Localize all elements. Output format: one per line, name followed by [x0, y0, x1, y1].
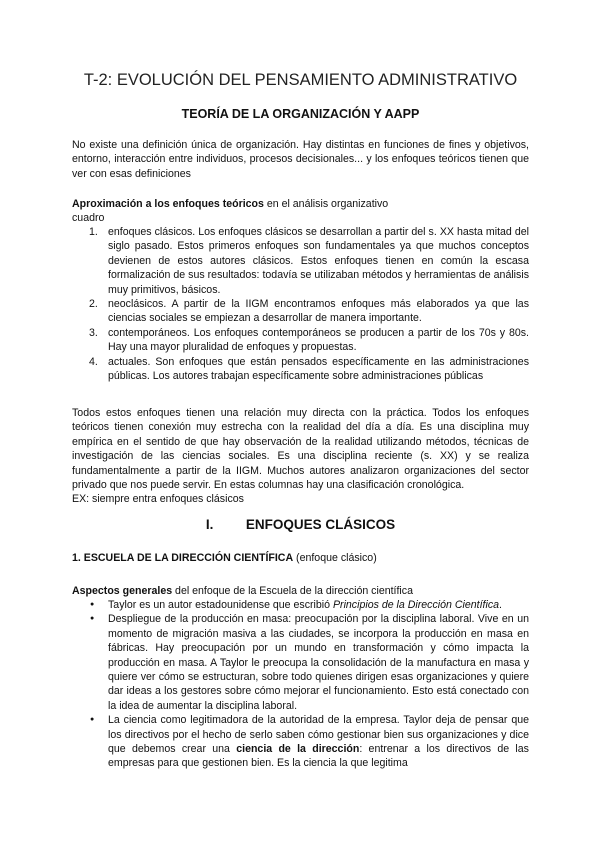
approach-list: [72, 225, 529, 383]
bullet-text: Taylor es un autor estadounidense que escribió: [108, 599, 333, 611]
list-item: [72, 225, 529, 297]
exam-note: EX: siempre entra enfoques clásicos: [72, 493, 244, 505]
approach-rest: en el análisis organizativo: [263, 198, 389, 210]
list-item: [72, 297, 529, 326]
bullet-item: [72, 598, 529, 612]
list-text: actuales. Son enfoques que están pensados específicamente en las administraciones públicas. Los autores trabajan específicamente sobre administraciones públicas: [108, 355, 529, 383]
section-number: I.: [205, 517, 214, 532]
school-heading: [72, 551, 529, 565]
list-number: 3.: [89, 326, 98, 339]
bullet-icon: ●: [90, 601, 95, 608]
list-number: 4.: [89, 355, 98, 368]
bullet-item: [72, 612, 529, 713]
aspects-heading: [72, 584, 529, 598]
list-text: enfoques clásicos. Los enfoques clásicos se desarrollan a partir del s. XX hasta mitad del siglo pasado. Estos primeros enfoques son fundamentales ya que muchos conceptos devienen de estos autores clásicos. Estos enfoques tienen en común la escasa formalización de sus resultados: todavía se utilizaban métodos y herramientas de análisis muy primitivos, básicos.: [108, 226, 529, 296]
list-item: [72, 326, 529, 355]
bullet-text: .: [499, 599, 502, 611]
list-text: contemporáneos. Los enfoques contemporáneos se producen a partir de los 70s y 80s. Hay una mayor pluralidad de enfoques y propuestas.: [108, 326, 529, 354]
list-number: 2.: [89, 298, 98, 311]
list-text: neoclásicos. A partir de la IIGM encontramos enfoques más elaborados ya que las ciencias sociales se empiezan a desarrollar de manera importante.: [108, 298, 529, 325]
document-subtitle: TEORÍA DE LA ORGANIZACIÓN Y AAPP: [181, 107, 420, 121]
school-title: 1. ESCUELA DE LA DIRECCIÓN CIENTÍFICA: [72, 552, 294, 564]
aspects-bold: Aspectos generales: [72, 585, 173, 597]
summary-paragraph: Todos estos enfoques tienen una relación muy directa con la práctica. Todos los enfoques teóricos tienen conexión muy estrecha con la realidad del día a día. Es una disciplina muy empírica en el sentido de que hay observación de la realidad utilizando métodos, técnicas de investigación de las ciencias sociales. Es una disciplina reciente (s. XX) y se realiza fundamentalmente a partir de la IIGM. Muchos autores analizaron organizaciones del sector privado que nos puede servir. En estas columnas hay una clasificación cronológica.: [72, 407, 529, 492]
list-number: 1.: [89, 226, 98, 238]
document-title: T-2: EVOLUCIÓN DEL PENSAMIENTO ADMINISTRATIVO: [83, 71, 518, 89]
section-title: ENFOQUES CLÁSICOS: [245, 517, 396, 532]
bullet-item: [72, 713, 529, 771]
book-title: Principios de la Dirección Científica: [332, 599, 500, 611]
section-heading: [72, 517, 529, 533]
school-subtitle: (enfoque clásico): [293, 552, 377, 564]
bullet-text: La ciencia como legitimadora de la autoridad de la empresa. Taylor deja de pensar que los directivos por el hecho de serlo saben cómo gestionar bien sus organizaciones y dice que debemos crear una: [108, 714, 529, 756]
bullet-text: Despliegue de la producción en masa: preocupación por la disciplina laboral. Vive en un momento de migración masiva a las ciudades, se incorpora la producción en masa en fábricas. Hay preocupación por un mundo en transformación y cómo impacta la producción en masa. A Taylor le preocupa la consolidación de la manufactura en masa y quiere ver cómo se estructuran, sobre todo quienes dirigen esas organizaciones y quiere dar ideas a los gestores sobre cómo mejorar el funcionamiento. Esto está conectado con la idea de aumentar la disciplina laboral.: [108, 613, 529, 712]
bullet-text: : entrenar a los directivos de las empresas para que gestionen bien. Es la ciencia la que legitima: [108, 743, 529, 770]
bold-term: ciencia de la dirección: [236, 743, 360, 756]
aspects-rest: del enfoque de la Escuela de la dirección científica: [172, 585, 413, 597]
approach-note: cuadro: [72, 212, 105, 224]
bullet-icon: ●: [90, 716, 95, 724]
list-item: [72, 355, 529, 384]
aspects-list: [72, 598, 529, 771]
intro-paragraph: No existe una definición única de organización. Hay distintas en funciones de fines y objetivos, entorno, interacción entre individuos, procesos decisionales... y los enfoques teóricos tienen que ver con esas definiciones: [72, 139, 529, 180]
approach-heading: [72, 197, 529, 211]
bullet-icon: ●: [90, 615, 95, 623]
approach-bold: Aproximación a los enfoques teóricos: [72, 198, 264, 210]
